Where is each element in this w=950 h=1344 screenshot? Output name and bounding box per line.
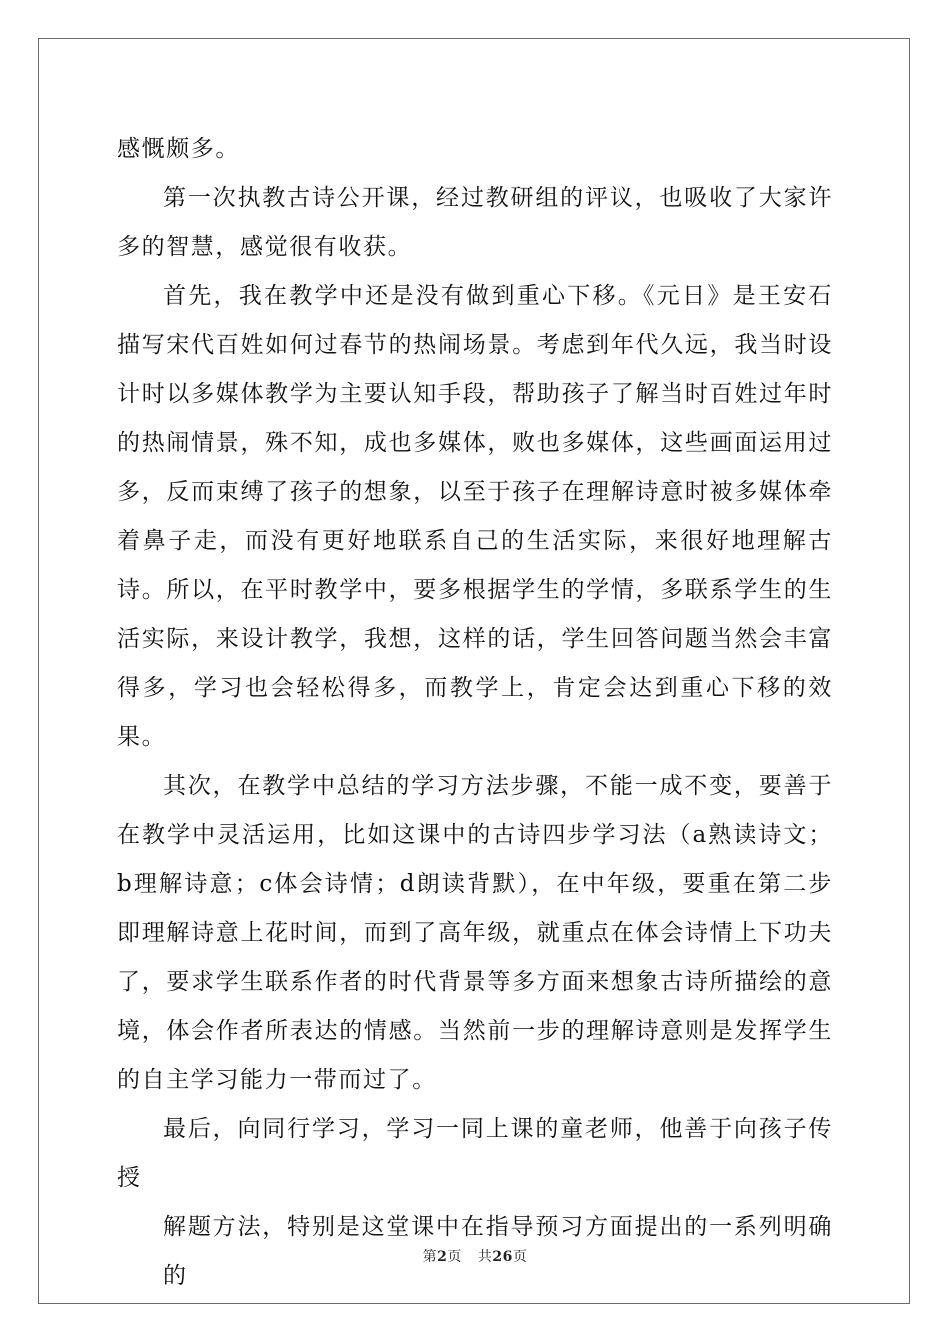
paragraph-3: 首先，我在教学中还是没有做到重心下移。《元日》是王安石描写宋代百姓如何过春节的热闹场景。考虑到年代久远，我当时设计时以多媒体教学为主要认知手段，帮助孩子了解当时百姓过年时的热闹情景，殊不知，成也多媒体，败也多媒体，这些画面运用过多，反而束缚了孩子的想象，以至于孩子在理解诗意时被多媒体牵着鼻子走，而没有更好地联系自己的生活实际，来很好地理解古诗。所以，在平时教学中，要多根据学生的学情，多联系学生的生活实际，来设计教学，我想，这样的话，学生回答问题当然会丰富得多，学习也会轻松得多，而教学上，肯定会达到重心下移的效果。 (117, 283, 833, 750)
paragraph-2: 第一次执教古诗公开课，经过教研组的评议，也吸收了大家许多的智慧，感觉很有收获。 (117, 185, 833, 260)
paragraph-5: 最后，向同行学习，学习一同上课的童老师，他善于向孩子传授 (117, 1116, 833, 1191)
total-pages: 26 (492, 1249, 513, 1265)
paragraph-1: 感慨颇多。 (117, 136, 240, 162)
total-suffix: 页 (512, 1249, 528, 1265)
page-suffix: 页 (447, 1249, 462, 1265)
total-prefix: 共 (477, 1249, 493, 1265)
document-body (117, 125, 833, 1301)
paragraph-6: 解题方法，特别是这堂课中在指导预习方面提出的一系列明确的 (163, 1214, 833, 1289)
paragraph-4: 其次，在教学中总结的学习方法步骤，不能一成不变，要善于在教学中灵活运用，比如这课中的古诗四步学习法（a熟读诗文；b理解诗意；c体会诗情；d朗读背默），在中年级，要重在第二步即理解诗意上花时间，而到了高年级，就重点在体会诗情上下功夫了，要求学生联系作者的时代背景等多方面来想象古诗所描绘的意境，体会作者所表达的情感。当然前一步的理解诗意则是发挥学生的自主学习能力一带而过了。 (117, 773, 833, 1093)
page-number: 2 (437, 1249, 448, 1265)
page-footer (0, 1246, 950, 1266)
page-prefix: 第 (422, 1249, 438, 1265)
